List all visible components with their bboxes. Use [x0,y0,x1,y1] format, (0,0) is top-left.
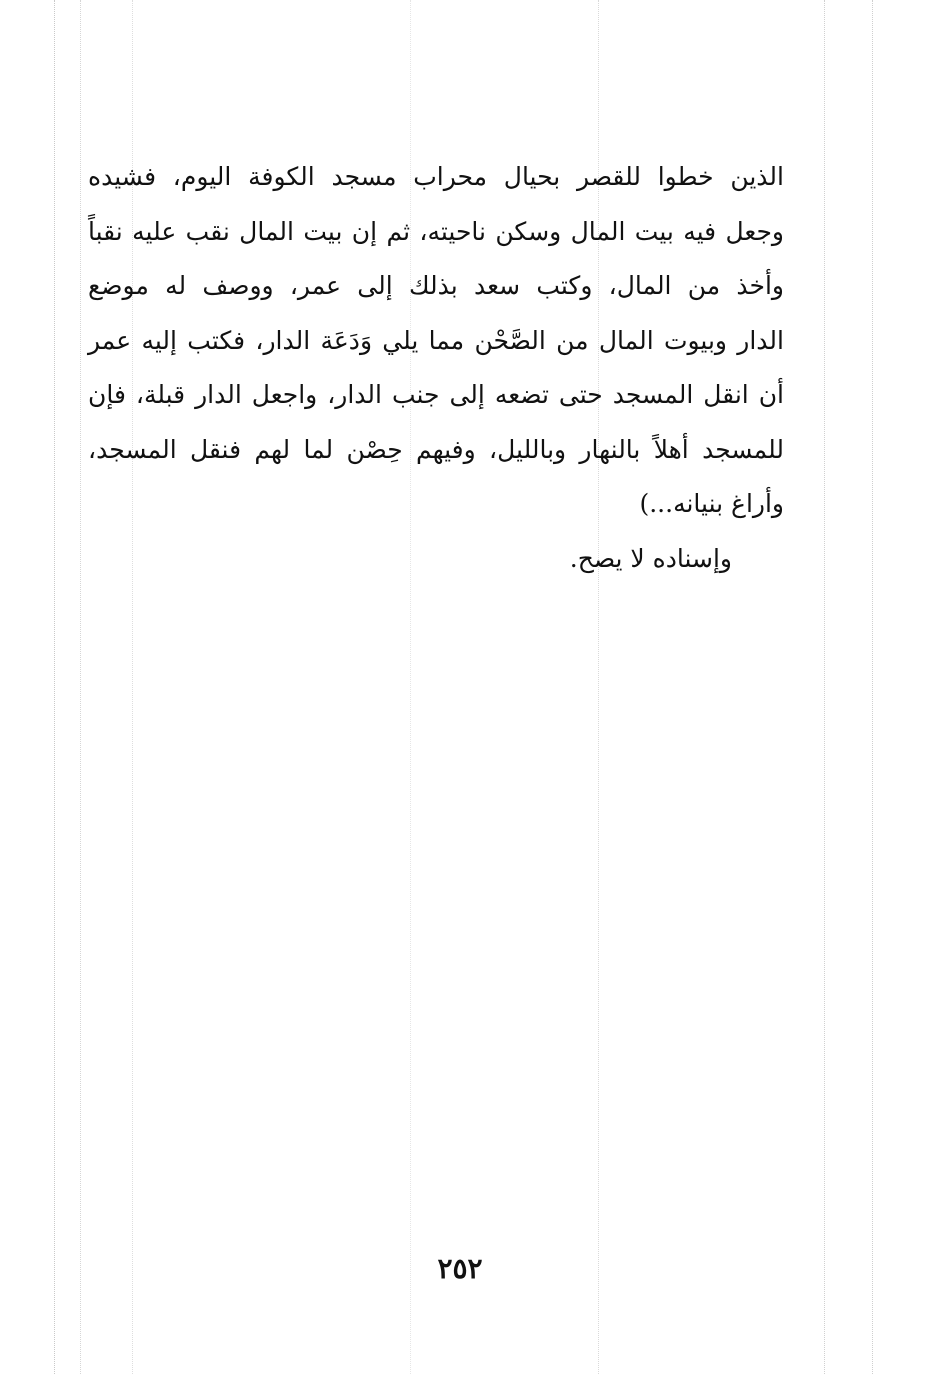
text-line: أن انقل المسجد حتى تضعه إلى جنب الدار، واجعل الدار قبلة، فإن [88,380,784,409]
text-line: الدار وبيوت المال من الصَّحْن مما يلي وَدَعَة الدار، فكتب إليه عمر [88,325,784,355]
text-line: للمسجد أهلاً بالنهار وبالليل، وفيهم حِصْن لما لهم فنقل المسجد، [88,434,784,464]
text-line: وجعل فيه بيت المال وسكن ناحيته، ثم إن بيت المال نقب عليه نقباً [88,216,784,246]
text-line: وإسناده لا يصح. [569,543,732,573]
page-number: ٢٥٢ [437,1252,483,1285]
scan-guide-line [54,0,55,1374]
text-line: الذين خطوا للقصر بحيال محراب مسجد الكوفة اليوم، فشيده [88,162,784,191]
body-text [88,150,784,586]
scan-guide-line [824,0,825,1374]
scan-guide-line [80,0,81,1374]
scan-guide-line [872,0,873,1374]
text-line: وأخذ من المال، وكتب سعد بذلك إلى عمر، ووصف له موضع [88,271,784,300]
text-line: وأراغ بنيانه...) [639,489,784,518]
